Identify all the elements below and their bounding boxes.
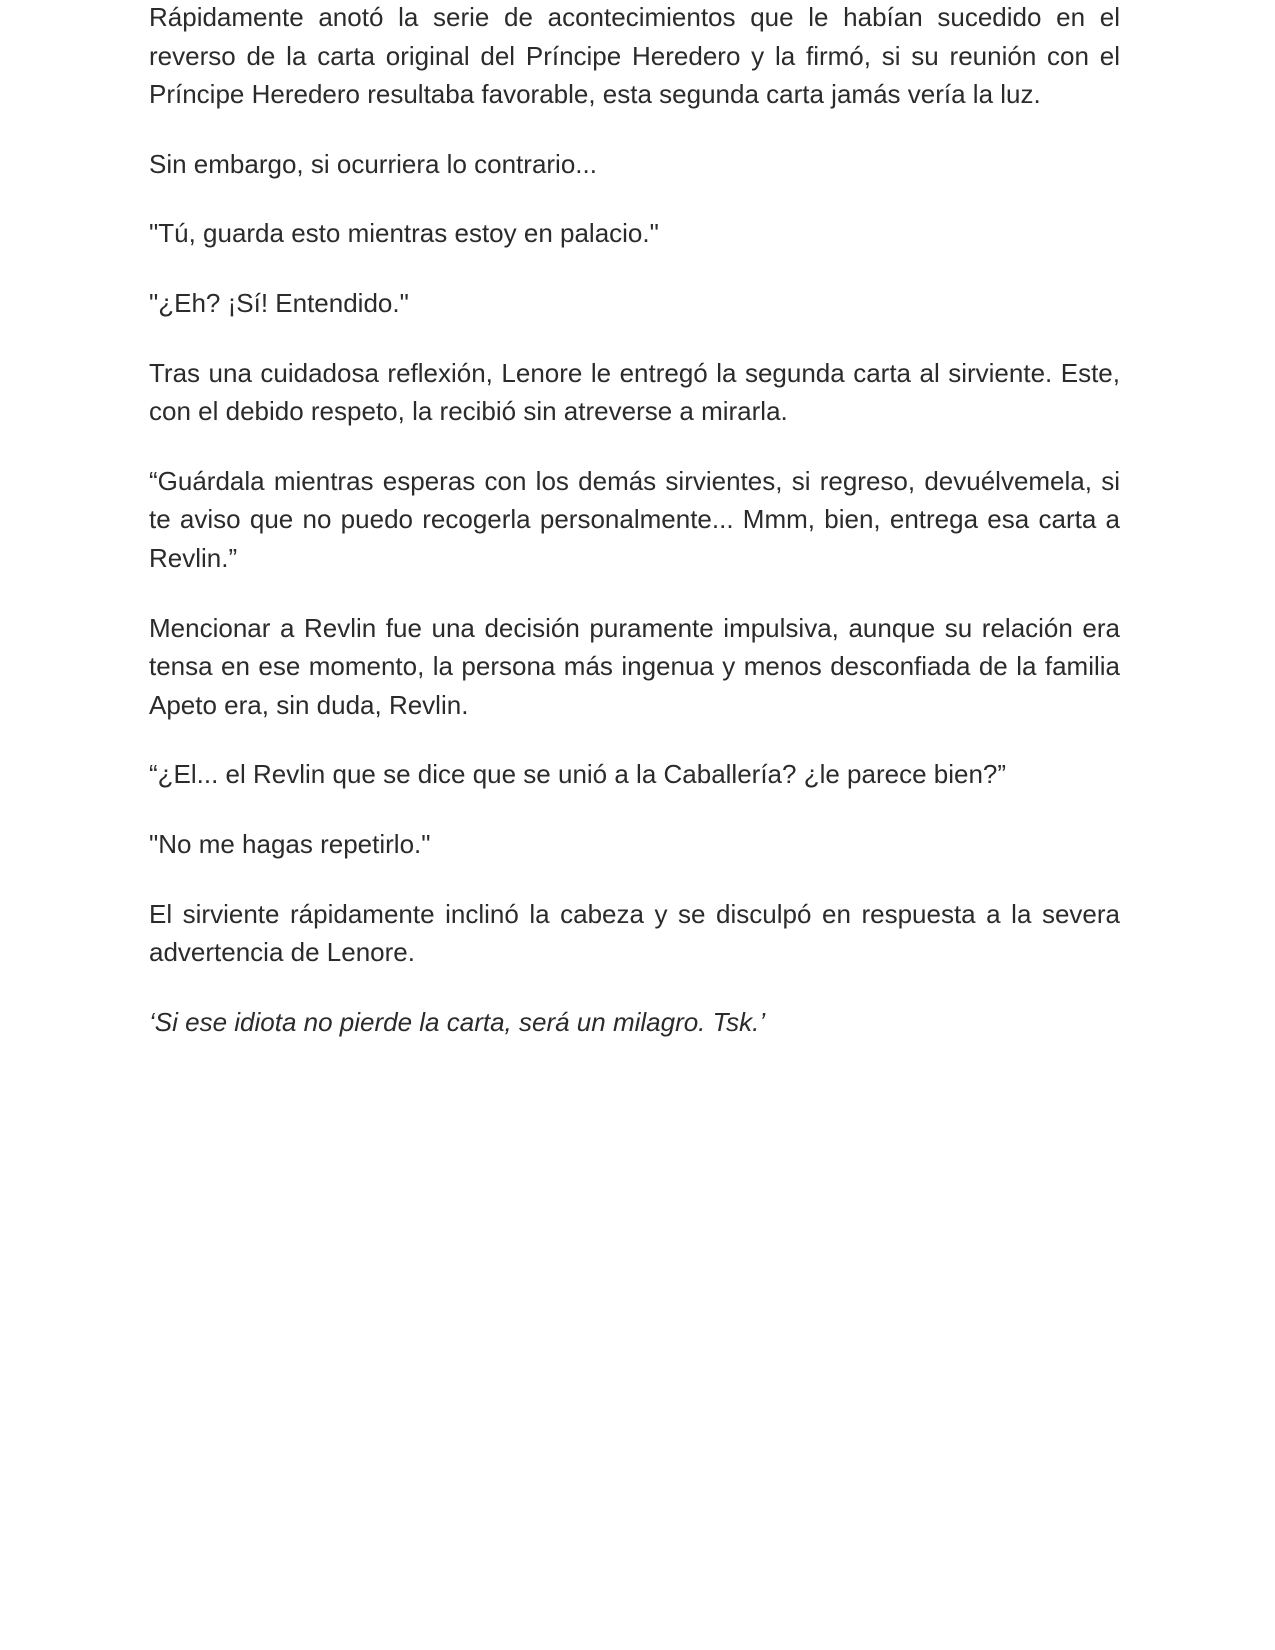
document-page xyxy=(149,0,1120,1072)
paragraph-9: "No me hagas repetirlo." xyxy=(149,828,431,859)
paragraph-4: "¿Eh? ¡Sí! Entendido." xyxy=(149,287,409,318)
paragraph-10: El sirviente rápidamente inclinó la cabeza y se disculpó en respuesta a la severa advertencia de Lenore. xyxy=(149,898,1120,968)
paragraph-1: Rápidamente anotó la serie de acontecimientos que le habían sucedido en el reverso de la carta original del Príncipe Heredero y la firmó, si su reunión con el Príncipe Heredero resultaba favorable, esta segunda carta jamás vería la luz. xyxy=(149,2,1120,110)
paragraph-2: Sin embargo, si ocurriera lo contrario... xyxy=(149,148,597,179)
paragraph-6: “Guárdala mientras esperas con los demás sirvientes, si regreso, devuélvemela, si te aviso que no puedo recogerla personalmente... Mmm, bien, entrega esa carta a Revlin.” xyxy=(149,465,1120,573)
paragraph-5: Tras una cuidadosa reflexión, Lenore le entregó la segunda carta al sirviente. Este, con el debido respeto, la recibió sin atreverse a mirarla. xyxy=(149,357,1120,427)
paragraph-11-italic-thought: ‘Si ese idiota no pierde la carta, será un milagro. Tsk.’ xyxy=(149,1006,766,1037)
paragraph-8: “¿El... el Revlin que se dice que se unió a la Caballería? ¿le parece bien?” xyxy=(149,759,1007,790)
paragraph-7: Mencionar a Revlin fue una decisión puramente impulsiva, aunque su relación era tensa en ese momento, la persona más ingenua y menos desconfiada de la familia Apeto era, sin duda, Revlin. xyxy=(149,612,1120,720)
paragraph-3: "Tú, guarda esto mientras estoy en palacio." xyxy=(149,218,659,249)
